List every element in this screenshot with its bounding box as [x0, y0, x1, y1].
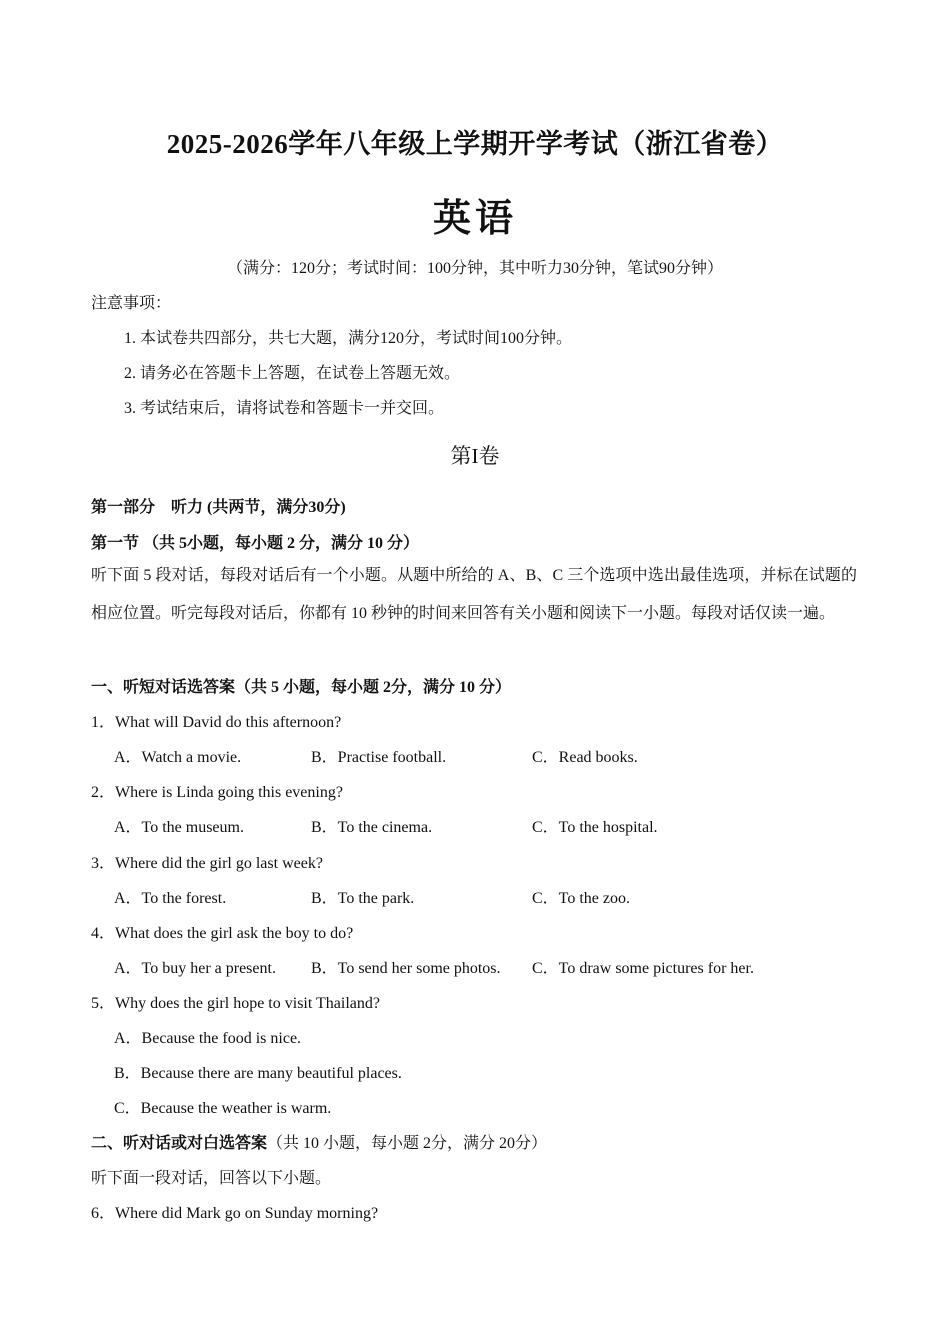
option-a: A．To buy her a present.	[114, 960, 276, 977]
notice-heading: 注意事项：	[91, 295, 172, 312]
subsection2-heading-bold: 二、听对话或对白选答案	[91, 1135, 268, 1152]
part1-heading: 第一部分 听力 (共两节，满分30分)	[91, 499, 346, 516]
question-stem: 3．Where did the girl go last week?	[91, 855, 323, 872]
option-c: C．To the hospital.	[532, 819, 658, 836]
subsection2-instruction: 听下面一段对话，回答以下小题。	[91, 1170, 332, 1187]
option-a: A．Watch a movie.	[114, 749, 242, 766]
question-stem: 5．Why does the girl hope to visit Thailand?	[91, 995, 380, 1012]
option-c: C．To the zoo.	[532, 890, 630, 907]
notice-item: 3. 考试结束后，请将试卷和答题卡一并交回。	[124, 400, 445, 417]
option-c: C．Read books.	[532, 749, 638, 766]
subsection1-heading: 一、听短对话选答案（共 5 小题，每小题 2分，满分 10 分）	[91, 679, 512, 696]
listening-instructions: 听下面 5 段对话，每段对话后有一个小题。从题中所给的 A、B、C 三个选项中选出最佳选项，并标在试题的相应位置。听完每段对话后，你都有 10 秒钟的时间来回答有关小题和阅读下一小题。每段对话仅读一遍。	[91, 567, 857, 622]
section1-heading: 第一节 （共 5小题，每小题 2 分，满分 10 分）	[91, 535, 420, 552]
option-b: B．Because there are many beautiful places.	[114, 1065, 402, 1082]
option-c: C．To draw some pictures for her.	[532, 960, 754, 977]
option-a: A．To the forest.	[114, 890, 227, 907]
option-b: B．To the cinema.	[311, 819, 433, 836]
question-stem: 1．What will David do this afternoon?	[91, 714, 342, 731]
question-stem: 2．Where is Linda going this evening?	[91, 784, 343, 801]
subsection2-heading-rest: （共 10 小题，每小题 2分，满分 20分）	[267, 1135, 548, 1152]
volume-label: 第I卷	[450, 444, 500, 468]
option-a: A．Because the food is nice.	[114, 1030, 302, 1047]
subject-title: 英语	[432, 196, 517, 240]
option-b: B．To the park.	[311, 890, 415, 907]
exam-info: （满分：120分；考试时间：100分钟，其中听力30分钟，笔试90分钟）	[226, 260, 723, 277]
question-stem: 4．What does the girl ask the boy to do?	[91, 925, 354, 942]
subsection2-heading	[91, 1130, 547, 1153]
option-b: B．Practise football.	[311, 749, 447, 766]
option-a: A．To the museum.	[114, 819, 244, 836]
question-stem: 6．Where did Mark go on Sunday morning?	[91, 1205, 379, 1222]
notice-item: 2. 请务必在答题卡上答题，在试卷上答题无效。	[124, 365, 461, 382]
option-c: C．Because the weather is warm.	[114, 1100, 332, 1117]
exam-title: 2025-2026学年八年级上学期开学考试（浙江省卷）	[166, 129, 784, 159]
option-b: B．To send her some photos.	[311, 960, 501, 977]
notice-item: 1. 本试卷共四部分，共七大题，满分120分，考试时间100分钟。	[124, 330, 573, 347]
